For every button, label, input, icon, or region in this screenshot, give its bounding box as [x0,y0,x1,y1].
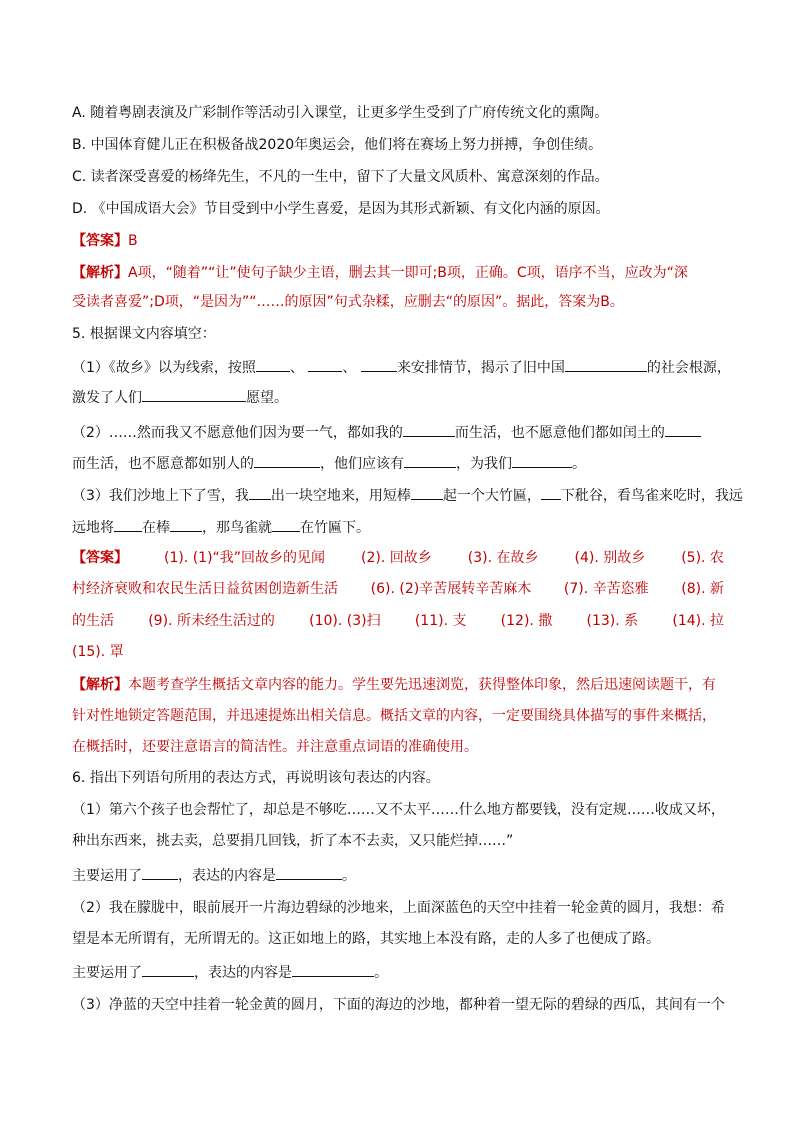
text: （1）《故乡》以为线索，按照 [72,360,256,376]
text: 、 [289,360,304,376]
q6-s1-line-1: （1）第六个孩子也会帮忙了，却总是不够吃……又不太平……什么地方都要钱，没有定规……收成又坏， [72,802,725,818]
q5-s3-line-1 [72,484,743,506]
q4-analysis-line-1 [72,263,724,283]
text: 愿望。 [246,390,288,406]
text: 主要运用了 [72,868,142,884]
text: 。 [572,456,586,472]
option-c: C. 读者深受喜爱的杨绛先生，不凡的一生中，留下了大量文风质朴、寓意深刻的作品。 [72,169,609,185]
q6-s2-line-2: 望是本无所谓有，无所谓无的。这正如地上的路，其实地上本没有路，走的人多了也便成了路。 [72,931,660,947]
text: 而生活，也不愿意他们都如闰土的 [454,425,665,441]
answer-tag: 【答案】 [72,550,128,566]
q6-s2-question [72,961,724,983]
text: 主要运用了 [72,965,142,981]
answer-item: (4). 别故乡 [574,550,646,566]
q6-s1-question [72,864,724,886]
text: ，表达的内容是 [194,965,292,981]
q6-s1-line-2: 种出东西来，挑去卖，总要捐几回钱，折了本不去卖，又只能烂掉……” [72,833,514,849]
text: 出一块空地来，用短棒 [270,488,411,504]
blank [142,864,178,880]
text: 远地将 [72,520,114,536]
blank [541,484,561,500]
text: 而生活，也不愿意都如别人的 [72,456,254,472]
analysis-text: 本题考查学生概括文章内容的能力。学生要先迅速浏览，获得整体印象，然后迅速阅读题干，有 [128,677,716,693]
q5-answer-line-4: (15). 罩 [72,644,124,660]
q5-s1-line-1 [72,356,731,378]
blank [404,452,456,468]
blank [272,516,300,532]
text: ，为我们 [456,456,512,472]
blank [565,356,647,372]
q6-title: 6. 指出下列语句所用的表达方式，再说明该句表达的内容。 [72,770,440,786]
answer-item: (10). (3)扫 [309,613,381,629]
text: 起一个大竹匾， [442,488,541,504]
blank [292,961,374,977]
blank [308,356,342,372]
text: 在竹匾下。 [300,520,370,536]
answer-item: 村经济衰败和农民生活日益贫困创造新生活 [72,581,338,597]
blank [361,356,397,372]
answer-item: (6). (2)辛苦展转辛苦麻木 [370,581,532,597]
q5-answer-line-1 [72,548,724,568]
option-a: A. 随着粤剧表演及广彩制作等活动引入课堂，让更多学生受到了广府传统文化的熏陶。 [72,105,609,121]
q6-s2-line-1: （2）我在朦胧中，眼前展开一片海边碧绿的沙地来，上面深蓝色的天空中挂着一轮金黄的圆月，我想：希 [72,900,725,916]
blank [512,452,572,468]
text: ，他们应该有 [320,456,404,472]
q5-s3-line-2 [72,516,724,538]
blank [276,864,342,880]
text: 来安排情节，揭示了旧中国 [396,360,565,376]
text: 。 [374,965,388,981]
answer-value: B [128,233,138,249]
blank [249,484,271,500]
text: 在棒 [142,520,170,536]
q4-answer [72,231,724,251]
text: 下秕谷，看鸟雀来吃时，我远 [560,488,743,504]
blank [254,452,320,468]
analysis-tag: 【解析】 [72,677,128,693]
q5-answer-line-3 [72,611,724,631]
q5-analysis-line-2: 针对性地锁定答题范围，并迅速提炼出相关信息。概括文章的内容，一定要围绕具体描写的事件来概括， [72,708,716,724]
q5-s2-line-2 [72,452,724,474]
q6-s3-line-1: （3）净蓝的天空中挂着一轮金黄的圆月，下面的海边的沙地，都种着一望无际的碧绿的西瓜，其间有一个 [72,997,725,1013]
answer-item: (13). 系 [586,613,639,629]
option-b: B. 中国体育健儿正在积极备战2020年奥运会，他们将在赛场上努力拼搏，争创佳绩。 [72,137,603,153]
blank [256,356,290,372]
blank [665,421,701,437]
answer-item: (7). 辛苦恣雅 [563,581,649,597]
answer-item: (5). 农 [681,550,724,566]
q5-answer-line-2 [72,579,724,599]
q5-s1-line-2 [72,386,724,408]
answer-item: (3). 在故乡 [467,550,539,566]
answer-tag: 【答案】 [72,233,128,249]
answer-item: (9). 所未经生活过的 [148,613,275,629]
answer-item: (2). 回故乡 [361,550,432,566]
answer-item: (11). 支 [414,613,467,629]
analysis-tag: 【解析】 [72,265,128,281]
option-d: D. 《中国成语大会》节目受到中小学生喜爱，是因为其形式新颖、有文化内涵的原因。 [72,201,610,217]
answer-item: (14). 拉 [672,613,724,629]
q5-s2-line-1 [72,421,724,443]
q5-title: 5. 根据课文内容填空： [72,326,216,342]
q4-analysis-line-2: 受读者喜爱”;D项，“是因为”“……的原因”句式杂糅，应删去“的原因”。据此，答案为B。 [72,294,624,310]
text: （2）……然而我又不愿意他们因为要一气，都如我的 [72,425,403,441]
blank [403,421,455,437]
answer-item: (1). (1)“我”回故乡的见闻 [163,550,326,566]
blank [142,961,194,977]
blank [170,516,202,532]
blank [411,484,443,500]
text: （3）我们沙地上下了雪，我 [72,488,249,504]
analysis-text: A项，“随着”“让”使句子缺少主语，删去其一即可;B项，正确。C项，语序不当，应改为“深 [128,265,688,281]
q5-analysis-line-3: 在概括时，还要注意语言的简洁性。并注意重点词语的准确使用。 [72,739,478,755]
text: 激发了人们 [72,390,142,406]
q5-analysis-line-1 [72,675,724,695]
text: ，那鸟雀就 [202,520,272,536]
text: 。 [342,868,356,884]
blank [142,386,246,402]
answer-item: (12). 撒 [500,613,553,629]
text: ，表达的内容是 [178,868,276,884]
answer-item: (8). 新 [681,581,724,597]
text: 的社会根源， [646,360,731,376]
answer-item: 的生活 [72,613,114,629]
blank [114,516,142,532]
text: 、 [342,360,357,376]
